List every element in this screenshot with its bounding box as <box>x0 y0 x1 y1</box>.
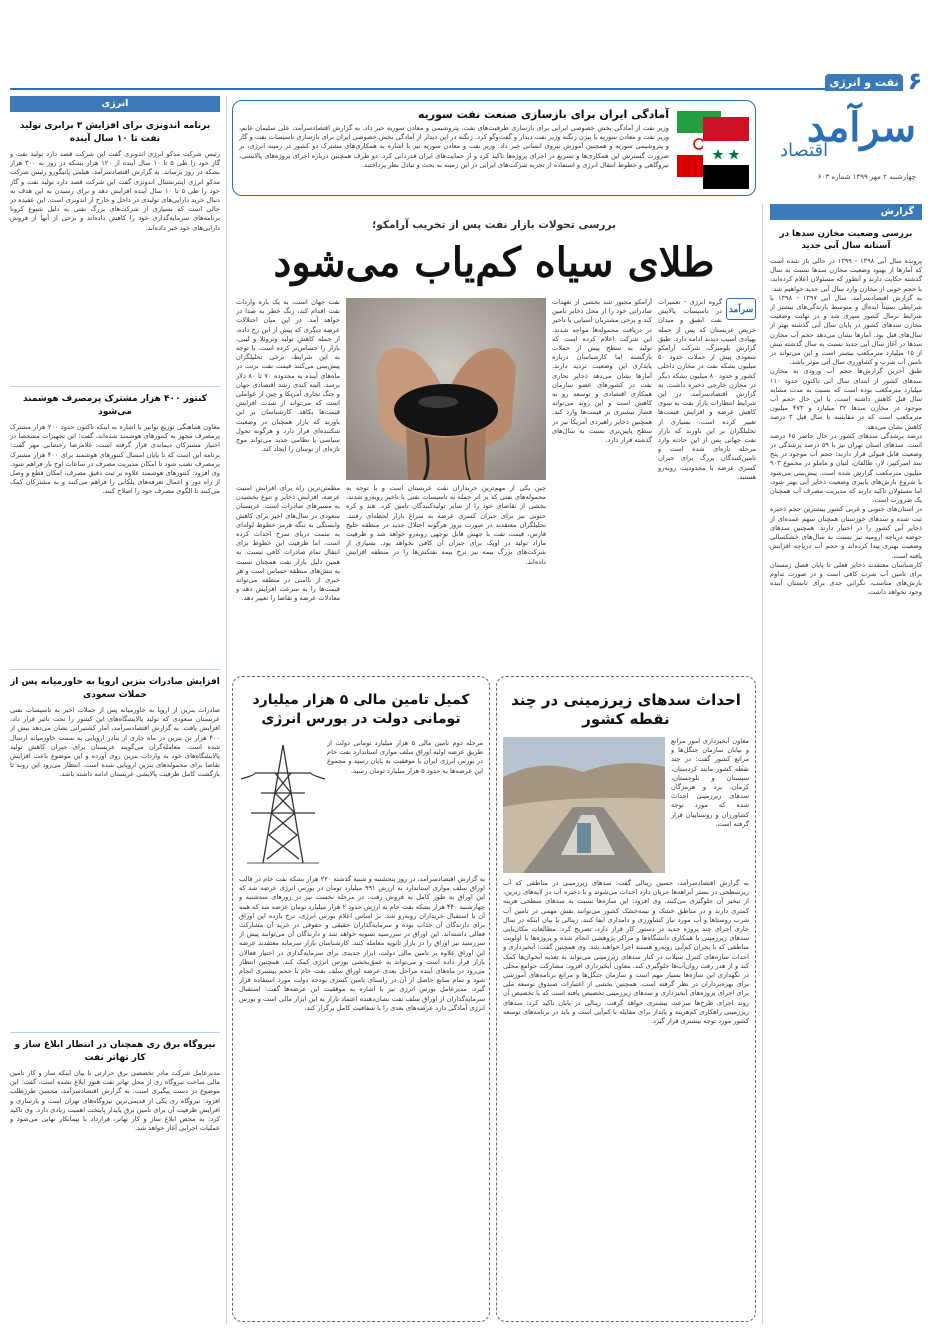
header-rule <box>10 88 903 90</box>
feature-column-text: گروه انرژی - تعمیرات در تاسیسات پالایش نفت ابقیق و میدان خریص عربستان که پس از حمله پهپادی آسیب دیدند ادامه دارد. طبق گزارش بلومبرگ، شرکت آرامکو سعودی پیش از حملات حدود ۵۰ میلیون بشکه نفت در مخازن داخلی کشور و حدود ۸۰ میلیون بشکه دیگر در مخازن خارجی ذخیره داشت. به گزارش اقتصادسرآمد، در این شرایط انتظارات بازار نفت به سوی کاهش عرضه و افزایش قیمت‌ها تغییر کرده است. بسیاری از تحلیلگران بر این باورند که بازار نفت جهانی پس از این حادثه وارد مرحله تازه‌ای شده است و تامین‌کنندگان بزرگ برای جبران کسری عرضه با محدودیت روبه‌رو هستند. <box>658 298 756 481</box>
energy-news-body: مدیرعامل شرکت مادر تخصصی برق حرارتی با بیان اینکه ساز و کار تامین مالی ساخت نیروگاه ری از محل تهاتر نفت هنوز ابلاغ نشده است، گفت: این موضوع در دست پیگیری است. به گزارش اقتصادسرآمد، محسن طرزطلب افزود: نیروگاه ری یکی از قدیمی‌ترین نیروگاه‌های تهران است و بازسازی و افزایش ظرفیت آن برای تامین برق پایدار پایتخت اهمیت زیادی دارد. وی تاکید کرد: به محض ابلاغ ساز و کار تهاتر، قرارداد با پیمانکار نهایی می‌شود و عملیات اجرایی آغاز خواهد شد. <box>10 1069 220 1133</box>
report-paragraph: درصد پرشدگی سدهای کشور در حال حاضر ۶۵ درصد است. سدهای استان تهران نیز با ۵۹ درصد پرشدگی در وضعیت قابل قبولی قرار دارند؛ حجم آب موجود در پنج سد امیرکبیر، لار، طالقان، لتیان و ماملو در مجموع ۹۰۳ میلیون مترمکعب گزارش شده است. پیش‌بینی می‌شود با شروع بارش‌های پاییزی وضعیت ذخایر آبی بهتر شود، اما مسئولان تاکید دارند که مدیریت مصرف آب همچنان یک ضرورت است. <box>770 431 922 505</box>
top-news-body: وزیر نفت از آمادگی بخش خصوصی ایرانی برای بازسازی ظرفیت‌های نفت، پتروشیمی و معادن سوریه خبر داد. به گزارش اقتصادسرآمد، علی سلیمان غانم، وزیر نفت و معادن سوریه با بیژن زنگنه وزیر نفت دیدار و گفت‌وگو کرد. زنگنه در این دیدار از آمادگی بخش خصوصی ایران برای بازسازی تاسیسات نفت و گاز و پتروشیمی سوریه و همچنین آموزش نیروی انسانی خبر داد. وزیر نفت و معادن سوریه نیز با اشاره به همکاری‌های مشترک دو کشور در زمینه انرژی، بر ضرورت گسترش این همکاری‌ها و تسریع در اجرای پروژه‌ها تاکید کرد و از حمایت‌های ایران قدردانی کرد. دو طرف همچنین درباره اجرای پروژه‌های پالایشی، نیروگاهی و خطوط انتقال انرژی و استفاده از تجربه شرکت‌های ایرانی در این زمینه به بحث و تبادل نظر پرداختند. <box>239 124 669 169</box>
feature-col <box>346 484 546 666</box>
energy-news-item <box>10 393 220 663</box>
top-news-title: آمادگی ایران برای بازسازی صنعت نفت سوریه <box>417 108 669 121</box>
energy-news-item <box>10 676 220 1026</box>
energy-news-body: معاون هماهنگی توزیع توانیر با اشاره به اینکه تاکنون حدود ۲۰۰ هزار مشترک پرمصرف مجهز به کنتورهای هوشمند شده‌اند، گفت: این تجهیزات مشخصا در اختیار مشترکان دیماندی قرار گرفته است. غلامرضا رخشانی مهر گفت: برنامه این است که تا پایان امسال کنتورهای هوشمند برای ۴۰۰ هزار مشترک پرمصرف نصب شود تا امکان مدیریت مصرف در ساعات اوج بار فراهم شود. وی افزود: کنتورهای هوشمند علاوه بر ثبت دقیق مصرف، امکان قطع و وصل از راه دور و اعمال تعرفه‌های پلکانی را فراهم می‌کنند و به مشترکان کمک می‌کنند تا الگوی مصرف خود را اصلاح کنند. <box>10 423 220 496</box>
energy-news-title: افزایش صادرات بنزین اروپا به خاورمیانه پس از حملات سعودی <box>10 677 220 700</box>
report-paragraph: در استان‌های جنوبی و غربی کشور بیشترین حجم ذخیره ثبت شده و سدهای خوزستان همچنان سهم عمده‌ای از ذخایر آبی کشور را در اختیار دارند. همچنین سدهای حوضه دریاچه ارومیه نیز نسبت به سال‌های خشکسالی وضعیت بهتری پیدا کرده‌اند و حجم آب دریاچه افزایش یافته است. <box>770 505 922 560</box>
energy-news-title: نیروگاه برق ری همچنان در انتظار ابلاغ ساز و کار تهاتر نفت <box>14 1040 216 1063</box>
right-column <box>770 204 922 1324</box>
energy-news-body: رئیس شرکت مدکو انرژی اندونزی گفت این شرکت قصد دارد تولید نفت و گاز خود را طی ۵ تا ۱۰ سال آینده از ۱۲۰ هزار بشکه در روز به ۳۰۰ هزار بشکه در روز برساند. به گزارش اقتصادسرآمد، هیلمی پانیگورو رئیس شرکت مدکو انرژی اینترنشنال اندونزی گفت این شرکت قصد دارد تولید نفت و گاز خود را طی ۵ تا ۱۰ سال آینده افزایش دهد و برای رسیدن به این هدف به دنبال خرید دارایی‌های تولیدی در داخل و خارج از اندونزی است. این عقیده در حالی است که بسیاری از شرکت‌های بزرگ نفتی به دلیل شیوع کرونا برنامه‌های سرمایه‌گذاری خود را کاهش داده‌اند و برخی از آنها از فروش دارایی‌های خود خبر داده‌اند. <box>10 150 220 232</box>
masthead-logo <box>772 98 922 190</box>
page-number: ۶ <box>907 67 923 95</box>
feature-col <box>236 484 340 666</box>
top-news-content <box>239 107 669 188</box>
section-label-report: گزارش <box>770 204 922 220</box>
energy-news-body: صادرات بنزین از اروپا به خاورمیانه پس از حملات اخیر به تاسیسات نفتی عربستان سعودی که تولید پالایشگاه‌های این کشور را تحت تاثیر قرار داد، افزایش یافت. به گزارش اقتصادسرآمد، آمار کشتیرانی نشان می‌دهد بیش از ۴۰۰ هزار تن بنزین در ماه جاری از بنادر اروپایی به سمت خاورمیانه ارسال شده است. معامله‌گران می‌گویند عربستان برای جبران کاهش تولید پالایشگاه‌های خود به واردات بنزین روی آورده و این موضوع باعث افزایش تقاضا برای محموله‌های بنزین اروپایی شده است. انتظار می‌رود این روند تا بازگشت کامل ظرفیت پالایشی عربستان ادامه داشته باشد. <box>10 706 220 779</box>
date-line: چهارشنبه ۲ مهر ۱۳۹۹ شماره ۶۰۳ <box>817 173 916 181</box>
top-news-box <box>232 100 756 196</box>
finance-side-text: مرحله دوم تامین مالی ۵ هزار میلیارد تومانی دولت از طریق عرضه اولیه اوراق سلف موازی استاندارد نفت خام در بورس انرژی ایران با موفقیت به پایان رسید و مجموع این عرضه‌ها به حدود ۵ هزار میلیارد تومان رسید. <box>327 739 483 775</box>
energy-news-item <box>10 120 220 380</box>
energy-news-title: برنامه اندونزی برای افزایش ۳ برابری تولید نفت تا ۱۰ سال آینده <box>19 121 211 144</box>
dam-side-text: معاون آبخیزداری امور مراتع و بیابان سازمان جنگل‌ها و مراتع کشور گفت: در چند نقطه کشور مانند کردستان، سیستان و بلوچستان، کرمان، یزد و هرمزگان سدهای زیرزمینی احداث شده که مورد توجه کشاورزان و روستاییان قرار گرفته است. <box>671 737 749 828</box>
page-header <box>0 67 933 98</box>
dam-side-text-wrap <box>671 737 749 873</box>
left-column <box>10 96 220 1324</box>
dam-photo <box>503 737 665 873</box>
section-tab: نفت و انرژی <box>825 74 903 91</box>
dam-article-title: احداث سدهای زیرزمینی در چند نقطه کشور <box>511 691 741 728</box>
feature-col <box>236 298 340 480</box>
report-paragraph: به گزارش اقتصادسرآمد، سال آبی ۱۳۹۷ - ۱۳۹۸ با شرایطی نسبتاً ایده‌آل و متوسط بارندگی‌های بیشتر از شرایط نرمال کشور سپری شد و در نهایت وضعیت مخازن سدهای کشور در پایان سال آبی گذشته بهتر از سال‌های قبل بود. آمارها نشان می‌دهد حجم آب مخازن سدها در آغاز سال آبی جدید نسبت به سال گذشته بیش از ۱۵ میلیارد مترمکعب بیشتر است و این می‌تواند در تامین آب شرب و کشاورزی سال آتی موثر باشد. <box>770 293 922 367</box>
feature-column-text: آرامکو مجبور شد بخشی از تعهدات صادراتی خود را از محل ذخایر تامین کند و برخی مشتریان آسیایی با تاخیر در دریافت محموله‌ها مواجه شدند. این شرکت اعلام کرده است که تولید به سطح پیش از حملات بازگشته اما کارشناسان درباره پایداری این وضعیت تردید دارند. آمارها نشان می‌دهد ذخایر تجاری نفت در کشورهای عضو سازمان همکاری اقتصادی و توسعه رو به کاهش است و این روند می‌تواند فشار بیشتری بر قیمت‌ها وارد کند. همچنین ذخایر راهبردی آمریکا نیز در سطح پایین‌تری نسبت به سال‌های گذشته قرار دارد. <box>552 298 652 445</box>
report-paragraph: طبق آخرین گزارش‌ها حجم آب ورودی به مخازن سدهای کشور از ابتدای سال آبی تاکنون حدود ۱۱۰ میلیارد مترمکعب بوده است که نسبت به مدت مشابه سال قبل کاهش داشته است. با این حال حجم آب موجود در مخازن سدها ۳۲ میلیارد و ۴۷۳ میلیون مترمکعب است که در مقایسه با سال قبل ۳ درصد کاهش نشان می‌دهد. <box>770 367 922 431</box>
feature-column-text: مطمئن‌ترین راه برای افزایش امنیت عرضه، افزایش ذخایر و تنوع بخشیدن به مسیرهای صادرات است. عربستان سعودی در سال‌های اخیر برای کاهش وابستگی به تنگه هرمز خطوط لوله‌ای به سمت دریای سرخ احداث کرده است، اما ظرفیت این خطوط برای انتقال تمام صادرات کافی نیست. به همین دلیل بازار نفت همچنان نسبت به تنش‌های منطقه حساس است و هر خبری از ناامنی در منطقه می‌تواند قیمت‌ها را به سرعت افزایش دهد و معادلات عرضه و تقاضا را تغییر دهد. <box>236 484 340 603</box>
feature-column-text: چین یکی از مهم‌ترین خریداران نفت عربستان است و با توجه به محموله‌های نفتی که بر اثر حمله به تاسیسات نفتی با تاخیر روبه‌رو شدند، بخشی از تقاضای خود را از سایر تولیدکنندگان تامین کرد. هند و کره جنوبی نیز برای جبران کسری عرضه به سراغ بازار لحظه‌ای رفتند. تحلیلگران معتقدند در صورت بروز هرگونه اختلال جدید در منطقه خلیج فارس، قیمت نفت با جهش قابل توجهی روبه‌رو خواهد شد و ظرفیت مازاد تولید در اوپک برای جبران آن کافی نخواهد بود. بسیاری از شرکت‌های بزرگ بیمه نیز نرخ بیمه نفتکش‌ها را در منطقه افزایش داده‌اند. <box>346 484 546 566</box>
item-divider <box>10 669 220 670</box>
dam-body-wrap <box>503 879 749 1315</box>
finance-side-text-wrap <box>327 739 483 869</box>
pylon-image <box>241 739 325 869</box>
finance-body: به گزارش اقتصادسرآمد، در روز پنجشنبه و شنبه گذشته ۲۲۰ هزار بشکه نفت خام در قالب اوراق سلف موازی استاندارد به ارزش ۹۹۱ میلیارد تومان در بورس انرژی عرضه شد که این اوراق به طور کامل به فروش رفت. در مرحله نخست نیز در روزهای سه‌شنبه و چهارشنبه ۴۴۰ هزار بشکه نفت خام به ارزش حدود ۲ هزار میلیارد تومان عرضه شد که همه آن با استقبال خریداران روبه‌رو شد. بر اساس اعلام بورس انرژی، نرخ بازده این اوراق برای دارندگان آن جذاب بوده و سرمایه‌گذاران حقیقی و حقوقی در خرید آن مشارکت فعالی داشته‌اند. این اوراق در سررسید تسویه خواهد شد و دارندگان آن می‌توانند پیش از سررسید نیز اوراق را در بازار ثانویه معامله کنند. کارشناسان بازار سرمایه معتقدند عرضه این اوراق علاوه بر تامین مالی دولت، ابزار جدیدی برای سرمایه‌گذاری در اختیار فعالان بازار قرار داده است و می‌تواند به عمق‌بخشی بورس انرژی کمک کند. همچنین انتظار می‌رود در ماه‌های آینده مراحل بعدی عرضه اوراق سلف نفت خام با حجم بیشتری انجام شود و تمام منابع حاصل از آن در راستای تامین کسری بودجه دولت مورد استفاده قرار گیرد. مدیرعامل بورس انرژی نیز با اشاره به موفقیت این عرضه‌ها گفت: استقبال سرمایه‌گذاران از اوراق سلف نفت نشان‌دهنده اعتماد بازار به این ابزار مالی است و بورس انرژی آمادگی دارد عرضه‌های بعدی را با شفافیت کامل برگزار کند. <box>239 875 485 1012</box>
finance-body-wrap <box>239 875 485 1315</box>
oil-hands-image <box>346 298 546 480</box>
finance-article-title: کمیل تامین مالی ۵ هزار میلیارد تومانی دولت در بورس انرژی <box>252 692 470 727</box>
column-divider <box>226 96 227 1324</box>
report-paragraph: کارشناسان معتقدند ذخایر فعلی تا پایان فصل زمستان برای تامین آب شرب کافی است و در صورت تداوم بارش‌های مناسب، نگرانی جدی برای تابستان آینده وجود نخواهد داشت. <box>770 560 922 597</box>
logo-main: سرآمد <box>806 104 916 151</box>
flags-image <box>677 107 749 189</box>
energy-news-item <box>10 1039 220 1324</box>
report-paragraph: پرونده سال آبی ۱۳۹۸ - ۱۳۹۹ در حالی باز شده است که آمارها از بهبود وضعیت مخازن سدها نسبت به سال گذشته حکایت دارند و آنطور که مسئولان اعلام کرده‌اند، با حجم خوبی از مخازن وارد سال آبی جدید خواهیم شد. <box>770 257 922 293</box>
feature-column-text: نفت جهان است، به یک باره واردات نفت اقدام کند، زنگ خطر به صدا در خواهد آمد. در این میان اختلالات عرضه دیگری که پیش از این رخ داده، از جمله کاهش تولید ونزوئلا و لیبی، بازار را حساس‌تر کرده است. با توجه به این شرایط، برخی تحلیلگران پیش‌بینی می‌کنند قیمت نفت برنت در ماه‌های آینده به محدوده ۷۰ تا ۸۰ دلار برسد. البته کندی رشد اقتصادی جهان و جنگ تجاری آمریکا و چین از عواملی است که می‌تواند از شدت افزایش قیمت‌ها بکاهد. کارشناسان بر این باورند که بازار همچنان در وضعیت شکننده‌ای قرار دارد و هرگونه تحول سیاسی یا نظامی جدید می‌تواند موج تازه‌ای از نوسان را ایجاد کند. <box>236 298 340 454</box>
item-divider <box>10 1032 220 1033</box>
column-divider <box>762 204 763 1324</box>
section-label-energy: انرژی <box>10 96 220 112</box>
dam-body: به گزارش اقتصادسرآمد، حسین زینالی گفت: سدهای زیرزمینی در مناطقی که آب زیرسطحی در بستر آبراهه‌ها جریان دارد احداث می‌شوند و با ذخیره آب در لایه‌های زیرین، از تبخیر آن جلوگیری می‌کنند. وی افزود: این سازه‌ها نسبت به سدهای سطحی هزینه کمتری دارند و در مناطق خشک و نیمه‌خشک کشور می‌توانند نقش مهمی در تامین آب شرب روستاها و آب مورد نیاز کشاورزی و دامداری ایفا کنند. زینالی با بیان اینکه در سال جاری اجرای چند پروژه جدید در دستور کار قرار دارد، تصریح کرد: مطالعات مکان‌یابی سدهای زیرزمینی با همکاری دانشگاه‌ها و مراکز پژوهشی انجام شده و پروژه‌ها با اولویت مناطقی که با بحران کم‌آبی روبه‌رو هستند اجرا خواهند شد. وی همچنین گفت: آبخیزداری و احداث سازه‌های کنترل سیلاب در کنار سدهای زیرزمینی می‌تواند به تغذیه آبخوان‌ها کمک کند و از هدر رفت روان‌آب‌ها جلوگیری کند. معاون آبخیزداری افزود: مشارکت جوامع محلی در نگهداری این سازه‌ها بسیار مهم است و سازمان جنگل‌ها و مراتع برنامه‌های آموزشی برای بهره‌برداران در نظر گرفته است. همچنین بخشی از اعتبارات صندوق توسعه ملی برای اجرای پروژه‌های آبخیزداری و سدهای زیرزمینی تخصیص یافته است که با تخصیص آن روند اجرای طرح‌ها سرعت بیشتری خواهد گرفت. زینالی در پایان تاکید کرد: سدهای زیرزمینی راهکاری کم‌هزینه و پایدار برای مقابله با کم‌آبی است و باید در برنامه‌های توسعه کشور مورد توجه بیشتری قرار گیرد. <box>503 879 749 1026</box>
energy-news-title: کنتور ۴۰۰ هزار مشترک پرمصرف هوشمند می‌شود <box>23 394 207 417</box>
item-divider <box>10 386 220 387</box>
feature-col <box>552 298 652 666</box>
feature-headline: طلای سیاه کم‌یاب می‌شود <box>273 239 715 286</box>
dam-article-box <box>496 676 756 1322</box>
logo-sub: اقتصاد <box>780 140 829 161</box>
finance-article-box <box>232 676 490 1322</box>
report-title: بررسی وضعیت مخازن سدها در آستانه سال آبی جدید <box>779 229 913 251</box>
author-badge: سرآمد <box>726 298 756 320</box>
feature-kicker: بررسی تحولات بازار نفت پس از تخریب آرامکو؛ <box>372 219 616 231</box>
feature-col <box>658 298 756 666</box>
